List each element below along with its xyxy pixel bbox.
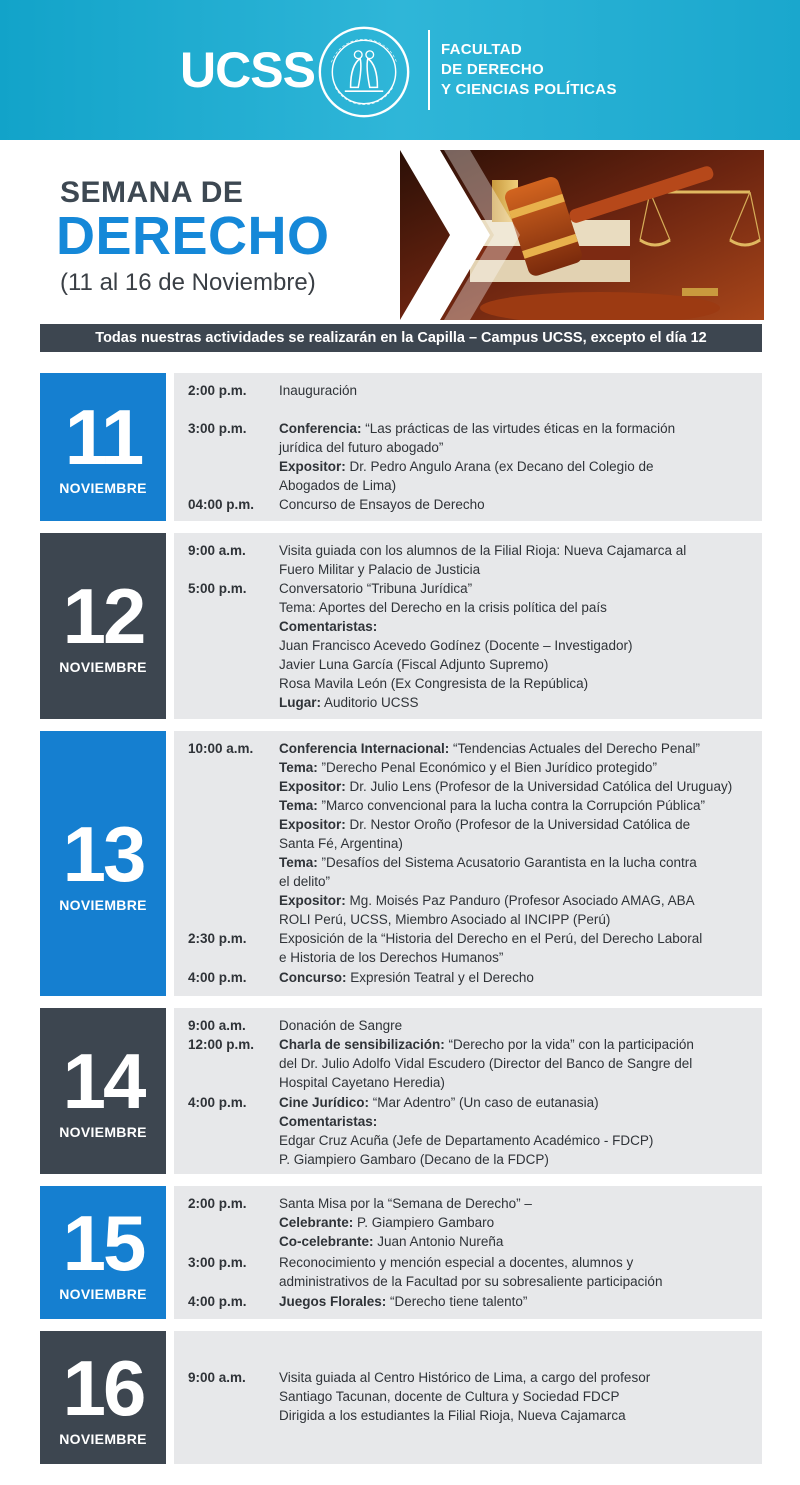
event-label: Tema: [279,760,318,775]
title-derecho: DERECHO [56,206,330,266]
event-line [279,674,588,693]
day-events [174,731,762,996]
event-text: Tema: Aportes del Derecho en la crisis política del país [279,600,607,615]
event-text: Rosa Mavila León (Ex Congresista de la República) [279,676,589,691]
event-time: 3:00 p.m. [188,1255,247,1270]
title-semana: SEMANA DE [60,176,244,209]
event-text: Santiago Tacunan, docente de Cultura y Sociedad FDCP [279,1389,620,1404]
university-seal-icon [316,24,412,120]
event-line [279,1093,599,1112]
event-time: 4:00 p.m. [188,970,247,985]
event-line [279,929,702,948]
header-bar [0,0,800,140]
event-time: 9:00 a.m. [188,1018,246,1033]
event-time: 4:00 p.m. [188,1095,247,1110]
event-text: Hospital Cayetano Heredia) [279,1075,445,1090]
event-label: Conferencia Internacional: [279,741,450,756]
event-line [279,891,695,910]
event-text: del Dr. Julio Adolfo Vidal Escudero (Director del Banco de Sangre del [279,1056,693,1071]
event-text: Visita guiada al Centro Histórico de Lima, a cargo del profesor [279,1370,651,1385]
event-text: Concurso de Ensayos de Derecho [279,497,485,512]
event-line [279,1194,532,1213]
event-label: Tema: [279,855,318,870]
day-section-13 [40,731,762,996]
event-line [279,598,607,617]
day-events [174,1008,762,1174]
day-badge [40,731,166,996]
event-text: Mg. Moisés Paz Panduro (Profesor Asociado AMAG, ABA [345,893,695,908]
event-text: ROLI Perú, UCSS, Miembro Asociado al INCIPP (Perú) [279,912,611,927]
event-label: Expositor: [279,817,346,832]
event-text: ”Marco convencional para la lucha contra la Corrupción Pública” [317,798,705,813]
day-month: NOVIEMBRE [59,1430,147,1447]
event-text: Juan Antonio Nureña [373,1234,504,1249]
event-line [279,617,377,636]
event-text: “Tendencias Actuales del Derecho Penal” [449,741,700,756]
event-text: Dr. Julio Lens (Profesor de la Universidad Católica del Uruguay) [345,779,733,794]
event-text: Donación de Sangre [279,1018,403,1033]
event-line [279,968,534,987]
event-text: Edgar Cruz Acuña (Jefe de Departamento Académico - FDCP) [279,1133,654,1148]
event-label: Lugar: [279,695,321,710]
event-time: 12:00 p.m. [188,1037,255,1052]
event-line [279,872,330,891]
day-events [174,1186,762,1319]
event-line [279,758,657,777]
event-label: Comentaristas: [279,1114,378,1129]
day-events [174,1331,762,1464]
event-text: ”Desafíos del Sistema Acusatorio Garantista en la lucha contra [317,855,697,870]
event-text: Conversatorio “Tribuna Jurídica” [279,581,473,596]
event-text: “Mar Adentro” (Un caso de eutanasia) [369,1095,599,1110]
event-time: 2:30 p.m. [188,931,247,946]
event-line [279,853,697,872]
event-text: “Derecho por la vida” con la participación [444,1037,694,1052]
faculty-name [441,40,617,100]
day-month: NOVIEMBRE [59,1285,147,1302]
faculty-divider [428,30,430,110]
event-label: Expositor: [279,459,346,474]
day-section-14 [40,1008,762,1174]
event-time: 10:00 a.m. [188,741,254,756]
ucss-logo: UCSS [180,42,315,98]
event-line [279,1073,445,1092]
faculty-line: DE DERECHO [441,61,545,78]
day-month: NOVIEMBRE [59,1124,147,1140]
day-month: NOVIEMBRE [59,896,147,913]
event-text: Santa Fé, Argentina) [279,836,403,851]
event-text: “Derecho tiene talento” [386,1294,528,1309]
event-line [279,1253,633,1272]
event-line [279,1272,662,1291]
event-line [279,438,443,457]
event-line [279,1292,527,1311]
event-label: Comentaristas: [279,619,378,634]
day-section-15 [40,1186,762,1319]
event-text: “Las prácticas de las virtudes éticas en la formación [361,421,676,436]
day-month: NOVIEMBRE [59,659,147,675]
event-text: Auditorio UCSS [321,695,419,710]
event-line [279,1368,650,1387]
faculty-line: FACULTAD [441,41,522,58]
event-text: administrativos de la Facultad por su sobresaliente participación [279,1274,663,1289]
day-badge [40,1008,166,1174]
day-badge [40,533,166,719]
event-line [279,1131,653,1150]
event-label: Co-celebrante: [279,1234,374,1249]
event-time: 2:00 p.m. [188,383,247,398]
event-time: 04:00 p.m. [188,497,255,512]
event-time: 9:00 a.m. [188,543,246,558]
event-time: 3:00 p.m. [188,421,247,436]
event-line [279,560,480,579]
event-line [279,655,548,674]
event-text: Fuero Militar y Palacio de Justicia [279,562,481,577]
day-events [174,373,762,521]
event-line [279,1054,692,1073]
event-text: ”Derecho Penal Económico y el Bien Jurídico protegido” [317,760,657,775]
event-time: 9:00 a.m. [188,1370,246,1385]
location-banner: Todas nuestras actividades se realizarán en la Capilla – Campus UCSS, excepto el día 12 [40,324,762,352]
day-number: 16 [62,1343,144,1432]
event-line [279,693,419,712]
event-time: 2:00 p.m. [188,1196,247,1211]
event-line [279,739,700,758]
event-text: Inauguración [279,383,358,398]
event-line [279,834,403,853]
event-text: el delito” [279,874,331,889]
event-text: Expresión Teatral y el Derecho [346,970,534,985]
day-number: 13 [62,809,144,898]
event-line [279,1112,377,1131]
event-line [279,1406,626,1425]
event-line [279,579,472,598]
event-line [279,796,705,815]
event-text: P. Giampiero Gambaro [353,1215,495,1230]
faculty-line: Y CIENCIAS POLÍTICAS [441,81,617,98]
event-text: Reconocimiento y mención especial a docentes, alumnos y [279,1255,634,1270]
day-number: 15 [62,1198,144,1287]
event-time: 5:00 p.m. [188,581,247,596]
day-number: 12 [62,572,144,660]
event-label: Concurso: [279,970,347,985]
event-label: Conferencia: [279,421,362,436]
event-text: e Historia de los Derechos Humanos” [279,950,504,965]
day-section-11 [40,373,762,521]
event-label: Celebrante: [279,1215,354,1230]
event-label: Tema: [279,798,318,813]
event-text: Abogados de Lima) [279,478,397,493]
event-label: Expositor: [279,779,346,794]
event-text: Santa Misa por la “Semana de Derecho” – [279,1196,532,1211]
event-label: Expositor: [279,893,346,908]
event-line [279,777,732,796]
event-line [279,541,686,560]
event-text: Dirigida a los estudiantes la Filial Rioja, Nueva Cajamarca [279,1408,626,1423]
day-events [174,533,762,719]
day-month: NOVIEMBRE [59,480,147,496]
event-line [279,815,690,834]
day-badge [40,373,166,521]
event-line [279,910,610,929]
event-line [279,1016,402,1035]
event-line [279,948,503,967]
day-number: 11 [64,393,142,481]
event-label: Cine Jurídico: [279,1095,370,1110]
day-section-16 [40,1331,762,1464]
event-text: Juan Francisco Acevedo Godínez (Docente – Investigador) [279,638,633,653]
event-line [279,381,357,400]
event-line [279,1387,619,1406]
event-text: jurídica del futuro abogado” [279,440,444,455]
event-time: 4:00 p.m. [188,1294,247,1309]
event-line [279,457,653,476]
event-text: Dr. Nestor Oroño (Profesor de la Universidad Católica de [345,817,691,832]
day-number: 14 [62,1037,144,1125]
day-section-12 [40,533,762,719]
event-text: Exposición de la “Historia del Derecho en el Perú, del Derecho Laboral [279,931,703,946]
title-dates: (11 al 16 de Noviembre) [60,269,316,296]
event-line [279,1232,503,1251]
event-line [279,419,675,438]
event-line [279,1213,494,1232]
event-text: P. Giampiero Gambaro (Decano de la FDCP) [279,1152,549,1167]
event-line [279,476,396,495]
event-line [279,1035,694,1054]
event-line [279,495,485,514]
day-badge [40,1331,166,1464]
event-line [279,1150,549,1169]
hero-gavel-image [400,150,764,320]
event-text: Visita guiada con los alumnos de la Filial Rioja: Nueva Cajamarca al [279,543,687,558]
event-text: Dr. Pedro Angulo Arana (ex Decano del Colegio de [345,459,654,474]
event-label: Juegos Florales: [279,1294,387,1309]
event-label: Charla de sensibilización: [279,1037,445,1052]
event-text: Javier Luna García (Fiscal Adjunto Supremo) [279,657,549,672]
day-badge [40,1186,166,1319]
event-line [279,636,632,655]
